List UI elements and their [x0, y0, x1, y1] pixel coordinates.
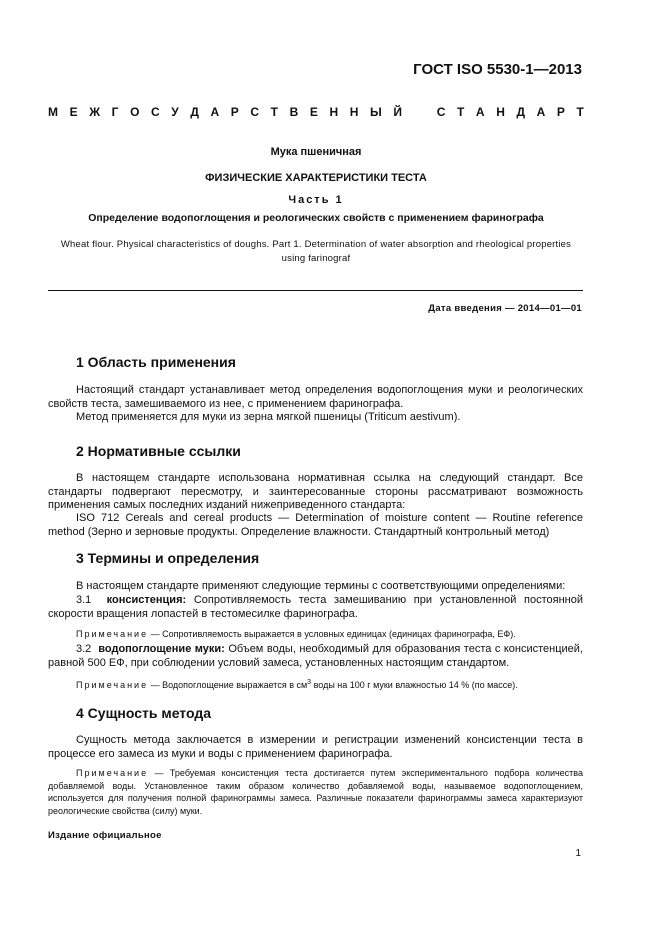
banner-letter: А — [536, 105, 546, 119]
section-3-intro: В настоящем стандарте применяют следующие термины с соответствующими определениями: — [76, 580, 566, 592]
banner-letter: Ы — [369, 105, 382, 119]
part-title: Часть 1 — [288, 194, 344, 206]
banner-letter: О — [130, 105, 140, 119]
official-edition-label: Издание официальное — [48, 830, 162, 841]
section-2-heading: 2 Нормативные ссылки — [76, 443, 241, 459]
banner-letter: Т — [456, 105, 465, 119]
english-title-line: using farinograf — [281, 253, 351, 264]
banner-letter: С — [151, 105, 160, 119]
banner-letter: Р — [230, 105, 239, 119]
section-2-reference: ISO 712 Cereals and cereal products — Determination of moisture content — Routine reference method (Зерно и зерновые продукты. Определение влажности. Стандартный контрольный метод) — [48, 512, 583, 538]
banner-letter: Т — [270, 105, 278, 119]
banner-letter: Е — [309, 105, 318, 119]
subtitle: Определение водопоглощения и реологических свойств с применением фаринографа — [88, 212, 544, 224]
banner-letter: Н — [349, 105, 359, 119]
section-1-paragraph: Настоящий стандарт устанавливает метод определения водопоглощения муки и реологических свойств теста, замешиваемого из нее, с применением фаринографа. — [48, 384, 583, 410]
interstate-standard-banner — [48, 105, 584, 119]
section-3-heading: 3 Термины и определения — [76, 550, 260, 566]
product-title: Мука пшеничная — [270, 146, 362, 158]
banner-letter: Д — [190, 105, 199, 119]
section-1-heading: 1 Область применения — [76, 354, 236, 370]
banner-letter: Ж — [89, 105, 101, 119]
banner-letter: Д — [516, 105, 526, 119]
banner-letter: А — [475, 105, 485, 119]
banner-letter: Й — [393, 105, 402, 119]
banner-letter: Р — [556, 105, 565, 119]
english-title — [48, 238, 584, 266]
english-title-line: Wheat flour. Physical characteristics of doughs. Part 1. Determination of water absorption and rheological properties — [60, 239, 572, 250]
banner-letter: Г — [111, 105, 119, 119]
term-consistency: 3.1 консистенция: Сопротивляемость теста замешиванию при установленной постоянной скорости вращения лопастей в тестомесилке фаринографа. — [48, 594, 583, 620]
banner-letter: Н — [496, 105, 505, 119]
banner-letter: А — [210, 105, 220, 119]
section-2-paragraph: В настоящем стандарте использована нормативная ссылка на следующий стандарт. Все стандарты подвергают пересмотру, и заинтересованные стороны рассматривают возможность применения самых последних изданий нижеприведенного стандарта: — [48, 472, 583, 511]
document-code: ГОСТ ISO 5530-1—2013 — [413, 61, 582, 78]
banner-letter: Т — [576, 105, 584, 119]
banner-letter: В — [289, 105, 299, 119]
section-1-paragraph: Метод применяется для муки из зерна мягкой пшеницы (Triticum aestivum). — [76, 411, 461, 423]
introduction-date: Дата введения — 2014—01—01 — [428, 303, 582, 314]
section-4-paragraph: Сущность метода заключается в измерении и регистрации изменений консистенции теста в процессе его замеса из муки и воды с применением фаринографа. — [48, 734, 583, 760]
title-divider — [48, 290, 583, 291]
banner-letter: М — [48, 105, 58, 119]
banner-letter: С — [250, 105, 260, 119]
section-4-heading: 4 Сущность метода — [76, 705, 212, 721]
section-4-note: Примечание — Требуемая консистенция теста достигается путем экспериментального подбора количества добавляемой воды. Установленное таким образом количество добавляемой воды, называемое водопоглощением, используется для получения полной фаринограммы замеса. Различные показатели фаринограммы замеса характеризуют реологические свойства (силу) муки. — [48, 768, 583, 816]
banner-letter: Е — [69, 105, 78, 119]
term-water-absorption: 3.2 водопоглощение муки: Объем воды, необходимый для образования теста с консистенцией, равной 500 ЕФ, при соблюдении условий замеса, установленных настоящим стандартом. — [48, 643, 583, 669]
main-title: ФИЗИЧЕСКИЕ ХАРАКТЕРИСТИКИ ТЕСТА — [205, 172, 427, 184]
page-number: 1 — [575, 848, 581, 859]
term-water-absorption-note: Примечание — Водопоглощение выражается в $см^3$ воды на 100 г муки влажностью 14 % (по массе). — [76, 679, 518, 690]
term-consistency-note: Примечание — Сопротивляемость выражается в условных единицах (единицах фаринографа, ЕФ). — [76, 629, 516, 639]
banner-letter: С — [436, 105, 446, 119]
banner-letter: У — [171, 105, 179, 119]
banner-letter: Н — [329, 105, 339, 119]
